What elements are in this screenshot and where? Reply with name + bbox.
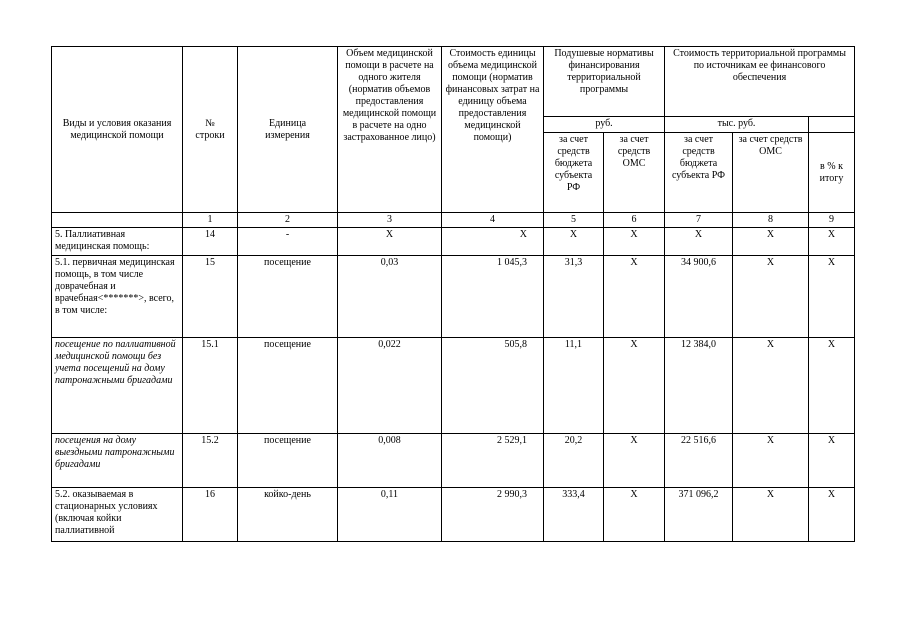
row-oms-thous: X xyxy=(733,228,809,256)
row-volume: 0,022 xyxy=(338,338,442,434)
row-name: 5. Паллиативная медицинская помощь: xyxy=(52,228,183,256)
row-unit: - xyxy=(238,228,338,256)
row-unit-cost: 1 045,3 xyxy=(442,256,544,338)
row-number: 15.1 xyxy=(183,338,238,434)
row-number: 15 xyxy=(183,256,238,338)
column-number: 5 xyxy=(544,213,604,228)
column-number: 8 xyxy=(733,213,809,228)
row-oms-thous: X xyxy=(733,488,809,542)
row-percent: X xyxy=(809,434,855,488)
row-oms-rub: X xyxy=(604,488,665,542)
column-number: 3 xyxy=(338,213,442,228)
row-number: 14 xyxy=(183,228,238,256)
row-name: 5.1. первичная медицинская помощь, в том числе доврачебная и врачебная<*******>, всего, в том числе: xyxy=(52,256,183,338)
row-budget-thous: 22 516,6 xyxy=(665,434,733,488)
medical-program-table xyxy=(51,46,855,542)
row-volume: 0,03 xyxy=(338,256,442,338)
row-oms-rub: X xyxy=(604,338,665,434)
header-program-cost: Стоимость территориальной программы по источникам ее финансового обеспечения xyxy=(665,47,855,117)
header-unit: Единица измерения xyxy=(238,47,338,213)
header-oms-rub: за счет средств ОМС xyxy=(604,133,665,213)
row-unit: посещение xyxy=(238,338,338,434)
table-row xyxy=(52,434,855,488)
row-number: 16 xyxy=(183,488,238,542)
row-budget-rub: 11,1 xyxy=(544,338,604,434)
row-unit: койко-день xyxy=(238,488,338,542)
row-volume: 0,11 xyxy=(338,488,442,542)
header-percent-spacer xyxy=(809,117,855,133)
header-rub: руб. xyxy=(544,117,665,133)
column-number: 4 xyxy=(442,213,544,228)
row-budget-rub: 333,4 xyxy=(544,488,604,542)
header-per-capita: Подушевые нормативы финансирования территориальной программы xyxy=(544,47,665,117)
row-oms-rub: X xyxy=(604,228,665,256)
header-budget-rub: за счет средств бюджета субъекта РФ xyxy=(544,133,604,213)
table-row xyxy=(52,256,855,338)
table-row xyxy=(52,228,855,256)
row-budget-rub: 31,3 xyxy=(544,256,604,338)
row-name: посещение по паллиативной медицинской помощи без учета посещений на дому патронажными бригадами xyxy=(52,338,183,434)
row-budget-thous: X xyxy=(665,228,733,256)
row-name: посещения на дому выездными патронажными бригадами xyxy=(52,434,183,488)
row-budget-thous: 34 900,6 xyxy=(665,256,733,338)
row-name: 5.2. оказываемая в стационарных условиях (включая койки паллиативной xyxy=(52,488,183,542)
column-number: 6 xyxy=(604,213,665,228)
table-row xyxy=(52,488,855,542)
header-types: Виды и условия оказания медицинской помощи xyxy=(52,47,183,213)
row-unit-cost: 2 990,3 xyxy=(442,488,544,542)
row-unit-cost: 2 529,1 xyxy=(442,434,544,488)
row-unit: посещение xyxy=(238,434,338,488)
row-oms-rub: X xyxy=(604,256,665,338)
row-budget-thous: 12 384,0 xyxy=(665,338,733,434)
row-volume: 0,008 xyxy=(338,434,442,488)
row-percent: X xyxy=(809,228,855,256)
row-number: 15.2 xyxy=(183,434,238,488)
row-percent: X xyxy=(809,256,855,338)
header-percent: в % к итогу xyxy=(809,133,855,213)
column-number-row xyxy=(52,213,855,228)
row-budget-thous: 371 096,2 xyxy=(665,488,733,542)
row-budget-rub: 20,2 xyxy=(544,434,604,488)
header-thous-rub: тыс. руб. xyxy=(665,117,809,133)
table-row xyxy=(52,338,855,434)
header-volume: Объем медицинской помощи в расчете на одного жителя (норматив объемов предоставления медицинской помощи в расчете на одно застрахованное лицо) xyxy=(338,47,442,213)
header-oms-thous: за счет средств ОМС xyxy=(733,133,809,213)
header-row-number: № строки xyxy=(183,47,238,213)
row-budget-rub: X xyxy=(544,228,604,256)
row-unit: посещение xyxy=(238,256,338,338)
header-budget-thous: за счет средств бюджета субъекта РФ xyxy=(665,133,733,213)
row-percent: X xyxy=(809,488,855,542)
column-number: 1 xyxy=(183,213,238,228)
row-oms-thous: X xyxy=(733,338,809,434)
row-unit-cost: 505,8 xyxy=(442,338,544,434)
column-number: 2 xyxy=(238,213,338,228)
row-oms-thous: X xyxy=(733,256,809,338)
row-percent: X xyxy=(809,338,855,434)
header-unit-cost: Стоимость единицы объема медицинской помощи (норматив финансовых затрат на единицу объема предоставления медицинской помощи) xyxy=(442,47,544,213)
row-oms-rub: X xyxy=(604,434,665,488)
row-unit-cost: X xyxy=(442,228,544,256)
column-number xyxy=(52,213,183,228)
column-number: 9 xyxy=(809,213,855,228)
row-volume: X xyxy=(338,228,442,256)
row-oms-thous: X xyxy=(733,434,809,488)
column-number: 7 xyxy=(665,213,733,228)
